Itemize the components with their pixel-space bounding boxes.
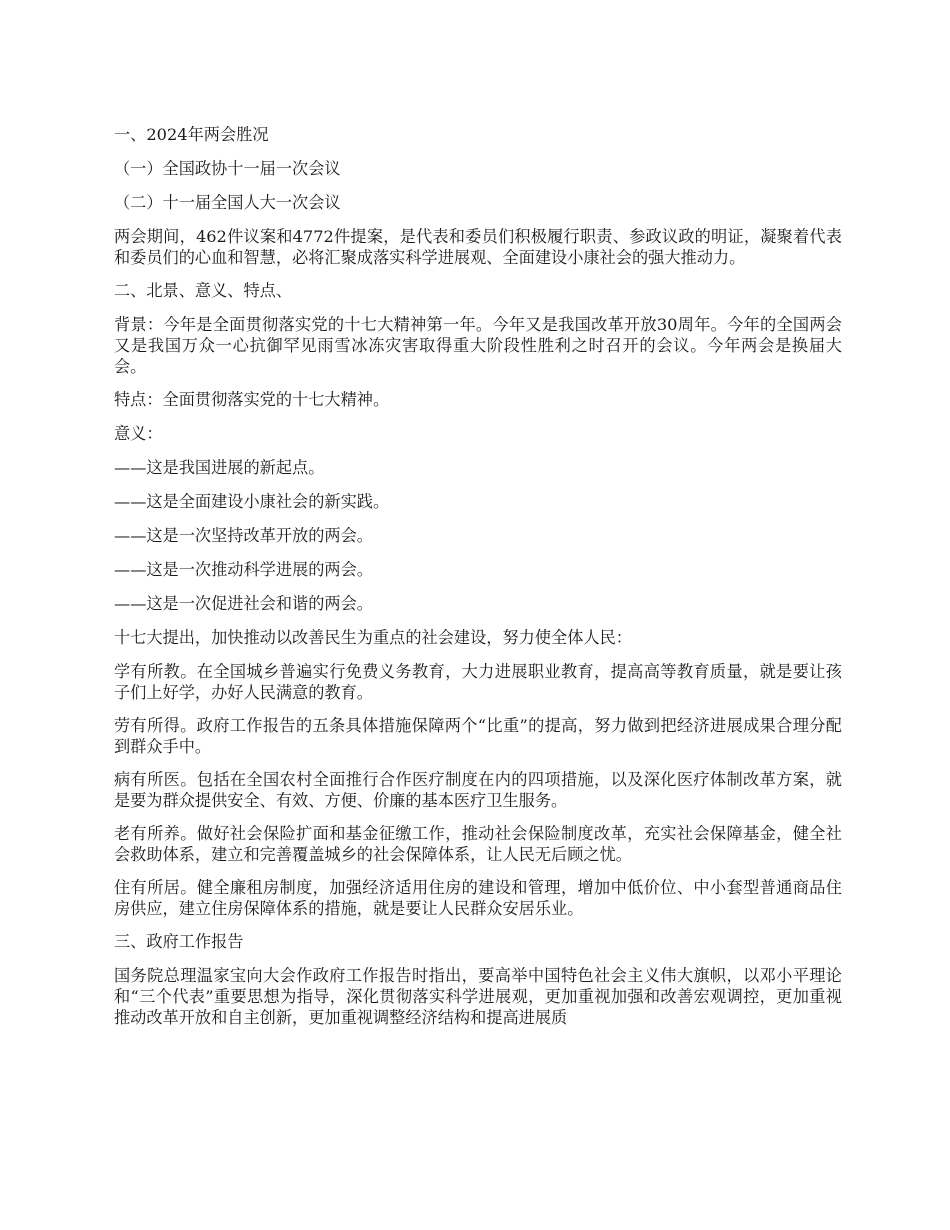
paragraph: 背景：今年是全面贯彻落实党的十七大精神第一年。今年又是我国改革开放30周年。今年的全国两会又是我国万众一心抗御罕见雨雪冰冻灾害取得重大阶段性胜利之时召开的会议。今年两会是换届大会。	[114, 315, 842, 376]
paragraph: 意义：	[114, 424, 163, 443]
paragraph: 病有所医。包括在全国农村全面推行合作医疗制度在内的四项措施，以及深化医疗体制改革方案，就是要为群众提供安全、有效、方便、价廉的基本医疗卫生服务。	[114, 770, 842, 810]
paragraph: 国务院总理温家宝向大会作政府工作报告时指出，要高举中国特色社会主义伟大旗帜，以邓小平理论和“三个代表”重要思想为指导，深化贯彻落实科学进展观，更加重视加强和改善宏观调控，更加重视推动改革开放和自主创新，更加重视调整经济结构和提高进展质	[114, 966, 842, 1027]
document-body	[114, 124, 842, 1040]
section-heading: 三、政府工作报告	[114, 932, 244, 951]
list-item: ——这是一次坚持改革开放的两会。	[114, 526, 373, 545]
list-item: ——这是一次推动科学进展的两会。	[114, 560, 373, 579]
paragraph: 学有所教。在全国城乡普遍实行免费义务教育，大力进展职业教育，提高高等教育质量，就是要让孩子们上好学，办好人民满意的教育。	[114, 662, 842, 702]
paragraph: 十七大提出，加快推动以改善民生为重点的社会建设，努力使全体人民：	[114, 628, 632, 647]
subsection-heading: （一）全国政协十一届一次会议	[114, 159, 341, 178]
subsection-heading: （二）十一届全国人大一次会议	[114, 193, 341, 212]
list-item: ——这是我国进展的新起点。	[114, 458, 325, 477]
paragraph: 老有所养。做好社会保险扩面和基金征缴工作，推动社会保险制度改革，充实社会保障基金，健全社会救助体系，建立和完善覆盖城乡的社会保障体系，让人民无后顾之忧。	[114, 824, 842, 864]
section-heading: 一、2024年两会胜况	[114, 125, 269, 144]
list-item: ——这是一次促进社会和谐的两会。	[114, 594, 373, 613]
section-heading: 二、北景、意义、特点、	[114, 281, 293, 300]
paragraph: 住有所居。健全廉租房制度，加强经济适用住房的建设和管理，增加中低价位、中小套型普通商品住房供应，建立住房保障体系的措施，就是要让人民群众安居乐业。	[114, 878, 842, 918]
list-item: ——这是全面建设小康社会的新实践。	[114, 492, 390, 511]
paragraph: 特点：全面贯彻落实党的十七大精神。	[114, 390, 390, 409]
paragraph: 劳有所得。政府工作报告的五条具体措施保障两个“比重”的提高，努力做到把经济进展成果合理分配到群众手中。	[114, 716, 842, 756]
paragraph: 两会期间，462件议案和4772件提案，是代表和委员们积极履行职责、参政议政的明证，凝聚着代表和委员们的心血和智慧，必将汇聚成落实科学进展观、全面建设小康社会的强大推动力。	[114, 227, 842, 267]
